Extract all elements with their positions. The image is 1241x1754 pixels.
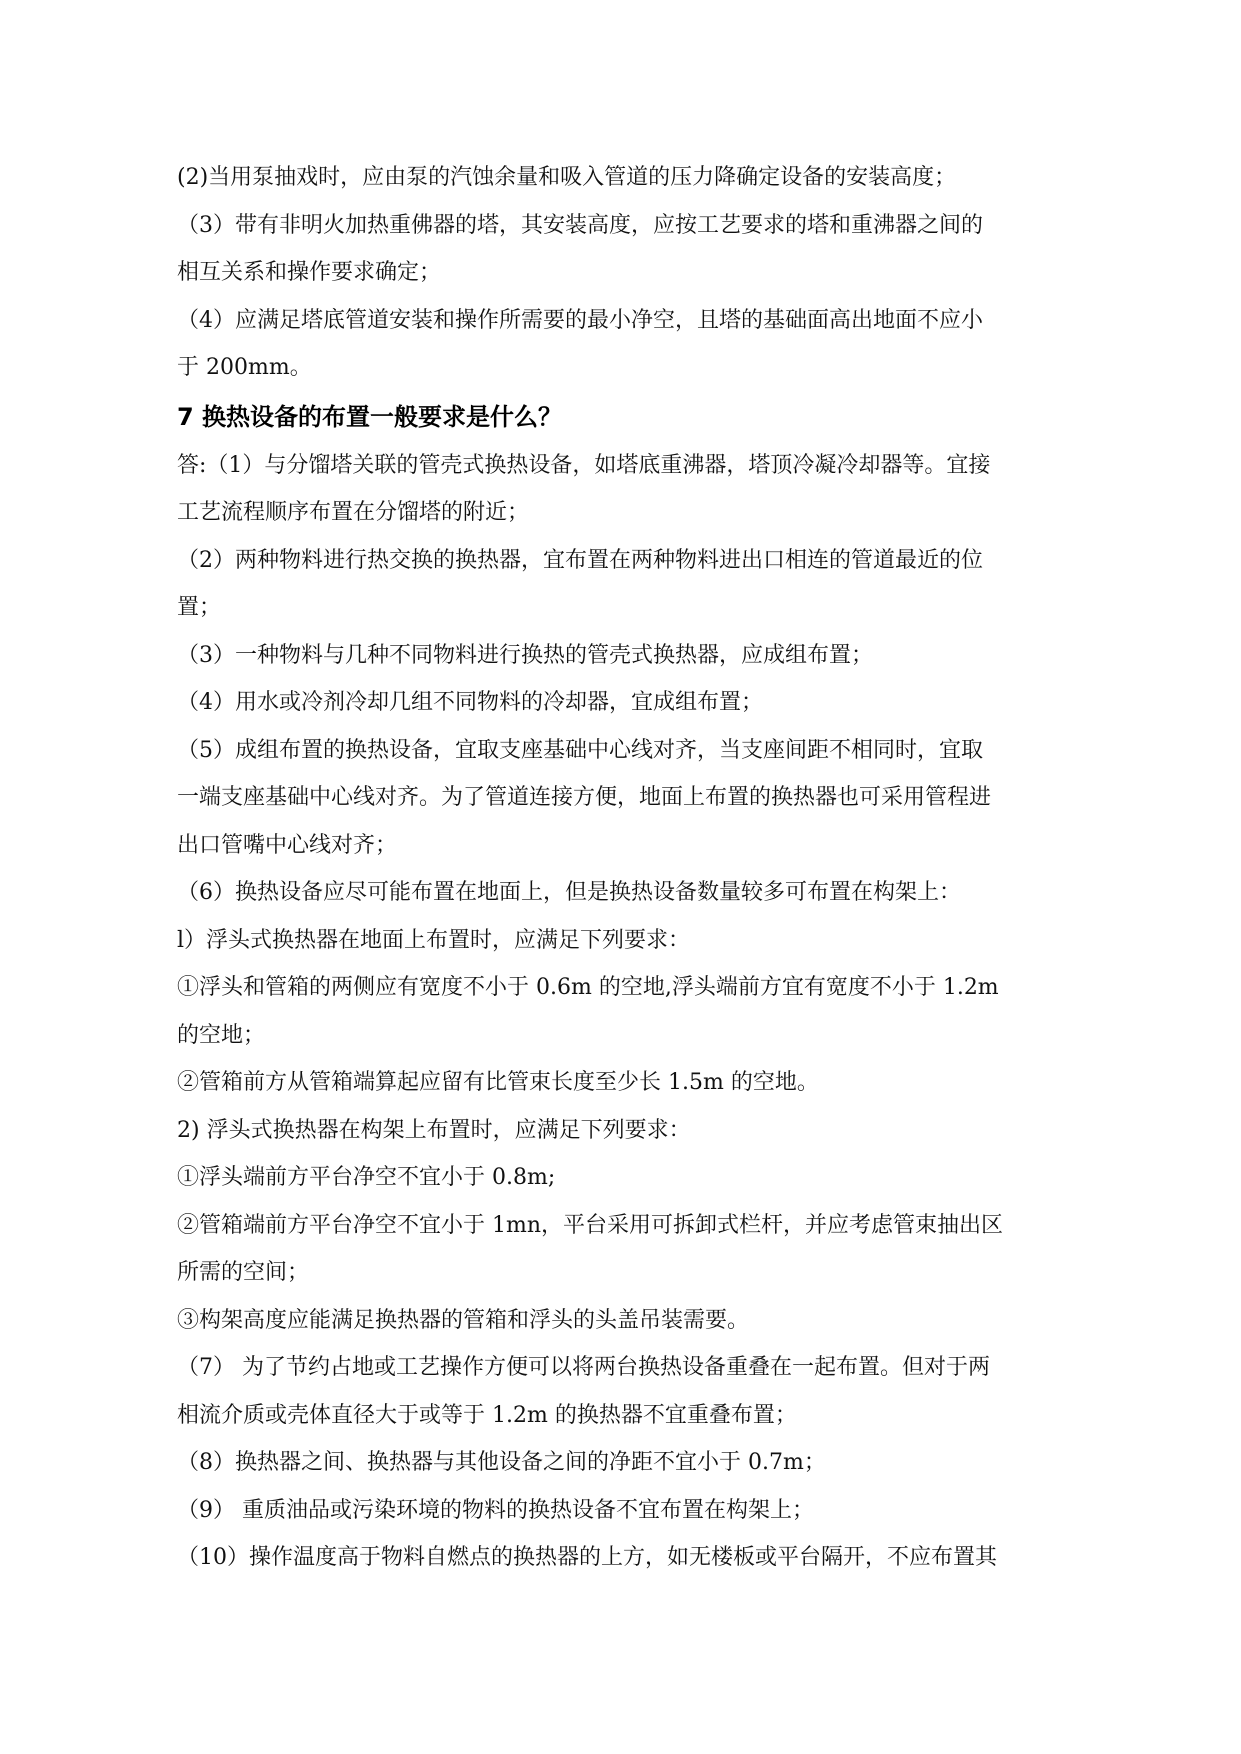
text-line: 所需的空间； bbox=[177, 1260, 310, 1285]
text-line: 出口管嘴中心线对齐； bbox=[177, 832, 398, 858]
text-line: 2) 浮头式换热器在构架上布置时，应满足下列要求： bbox=[177, 1117, 691, 1143]
text-line: 相流介质或壳体直径大于或等于 1.2m 的换热器不宜重叠布置； bbox=[177, 1402, 797, 1428]
text-line: ②管箱前方从管箱端算起应留有比管束长度至少长 1.5m 的空地。 bbox=[177, 1070, 819, 1095]
text-line: （10）操作温度高于物料自燃点的换热器的上方，如无楼板或平台隔开，不应布置其 bbox=[177, 1545, 997, 1570]
text-line: 一端支座基础中心线对齐。为了管道连接方便，地面上布置的换热器也可采用管程进 bbox=[177, 785, 992, 810]
text-line: 工艺流程顺序布置在分馏塔的附近； bbox=[177, 500, 530, 525]
text-line: （9） 重质油品或污染环境的物料的换热设备不宜布置在构架上； bbox=[177, 1497, 814, 1523]
text-line: 的空地； bbox=[177, 1022, 266, 1048]
text-line: （4）应满足塔底管道安装和操作所需要的最小净空，且塔的基础面高出地面不应小 bbox=[177, 307, 983, 333]
text-line: （7） 为了节约占地或工艺操作方便可以将两台换热设备重叠在一起布置。但对于两 bbox=[177, 1355, 990, 1380]
text-line: ②管箱端前方平台净空不宜小于 1mn，平台采用可拆卸式栏杆，并应考虑管束抽出区 bbox=[177, 1212, 1004, 1238]
text-line: ①浮头和管箱的两侧应有宽度不小于 0.6m 的空地,浮头端前方宜有宽度不小于 1.2m bbox=[177, 975, 999, 1000]
text-line: 于 200mm。 bbox=[177, 355, 312, 380]
text-line: 答:（1）与分馏塔关联的管壳式换热设备，如塔底重沸器，塔顶冷凝冷却器等。宜接 bbox=[177, 452, 991, 478]
document-body bbox=[177, 154, 1087, 1582]
text-line: (2)当用泵抽戏时，应由泵的汽蚀余量和吸入管道的压力降确定设备的安装高度； bbox=[177, 165, 957, 190]
text-line: l）浮头式换热器在地面上布置时，应满足下列要求： bbox=[177, 927, 691, 953]
text-line: （8）换热器之间、换热器与其他设备之间的净距不宜小于 0.7m； bbox=[177, 1450, 826, 1475]
text-line: （3）带有非明火加热重佛器的塔，其安装高度，应按工艺要求的塔和重沸器之间的 bbox=[177, 212, 983, 238]
text-line: 置； bbox=[177, 595, 222, 620]
text-line: （6）换热设备应尽可能布置在地面上，但是换热设备数量较多可布置在构架上： bbox=[177, 880, 961, 905]
text-line: ③构架高度应能满足换热器的管箱和浮头的头盖吊装需要。 bbox=[177, 1307, 750, 1333]
text-line: （4）用水或冷剂冷却几组不同物料的冷却器，宜成组布置； bbox=[177, 690, 763, 715]
text-line: （2）两种物料进行热交换的换热器，宜布置在两种物料进出口相连的管道最近的位 bbox=[177, 547, 983, 573]
text-line: （3）一种物料与几种不同物料进行换热的管壳式换热器，应成组布置； bbox=[177, 642, 873, 668]
section-heading: 7 换热设备的布置一般要求是什么？ bbox=[177, 402, 563, 431]
text-line: （5）成组布置的换热设备，宜取支座基础中心线对齐，当支座间距不相同时，宜取 bbox=[177, 737, 983, 763]
text-line: 相互关系和操作要求确定； bbox=[177, 260, 442, 285]
text-line: ①浮头端前方平台净空不宜小于 0.8m; bbox=[177, 1165, 556, 1190]
